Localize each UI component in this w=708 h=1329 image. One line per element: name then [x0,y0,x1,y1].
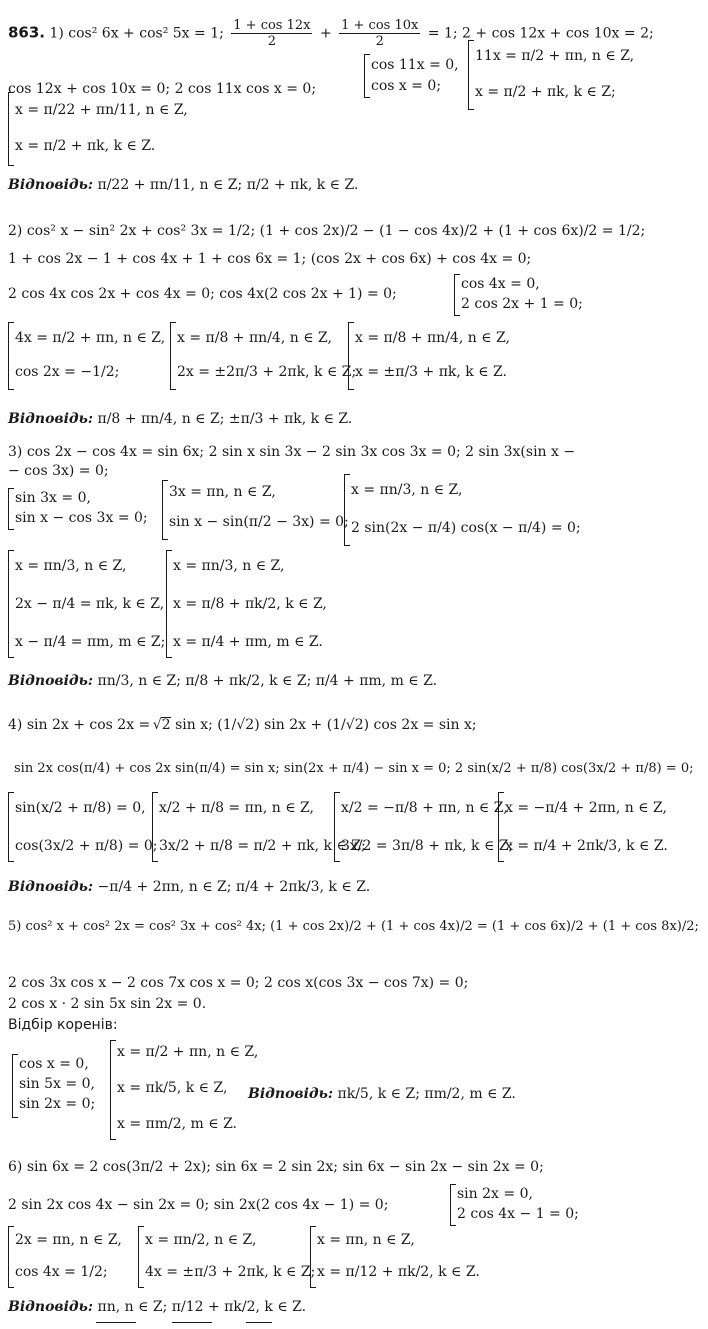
p2-system-a: cos 4x = 0, 2 cos 2x + 1 = 0; [454,274,585,316]
p4-system-a: sin(x/2 + π/8) = 0, cos(3x/2 + π/8) = 0; [8,792,139,862]
p1-fraction-10x: $\frac{1 + \cos 10x}{2}$ [341,18,419,49]
page-bottom-rule [96,1322,136,1323]
p3-system-c: x = πn/3, n ∈ Z, 2 sin(2x − π/4) cos(x − π/4) = 0; [344,474,560,546]
p5-system-a: cos x = 0, sin 5x = 0, sin 2x = 0; [12,1054,108,1118]
sqrt-symbol: √ 2 [155,717,171,733]
p4-system-d: x = −π/4 + 2πn, n ∈ Z, x = π/4 + 2πk/3, k ∈ Z. [498,792,674,862]
p2-answer: Відповідь: π/8 + πn/4, n ∈ Z; ±π/3 + πk, k ∈ Z. [8,411,353,427]
answer-label: Відповідь: [8,673,94,689]
p5-system-b: x = π/2 + πn, n ∈ Z, x = πk/5, k ∈ Z, x = πm/2, m ∈ Z. [110,1040,246,1140]
p2-system-c: x = π/8 + πn/4, n ∈ Z, 2x = ±2π/3 + 2πk, k ∈ Z; [170,322,346,390]
p1-equation: 1) cos² 6x + cos² 5x = 1; [49,25,224,42]
p2-system-b: 4x = π/2 + πn, n ∈ Z, cos 2x = −1/2; [8,322,164,390]
answer-label: Відповідь: [8,1299,94,1315]
p5-line2: 2 cos 3x cos x − 2 cos 7x cos x = 0; 2 cos x(cos 3x − cos 7x) = 0; [8,975,469,991]
answer-label: Відповідь: [8,411,94,427]
p4-system-b: x/2 + π/8 = πn, n ∈ Z, 3x/2 + π/8 = π/2 + πk, k ∈ Z; [152,792,323,862]
p1-system-a: cos 11x = 0, cos x = 0; [364,54,460,98]
p1-answer: Відповідь: π/22 + πn/11, n ∈ Z; π/2 + πk, k ∈ Z. [8,177,359,193]
p3-system-a: sin 3x = 0, sin x − cos 3x = 0; [8,488,159,530]
p6-line2: 2 sin 2x cos 4x − sin 2x = 0; sin 2x(2 cos 4x − 1) = 0; [8,1197,389,1213]
p5-line3: 2 cos x · 2 sin 5x sin 2x = 0. [8,996,207,1012]
p1-system-b: 11x = π/2 + πn, n ∈ Z, x = π/2 + πk, k ∈ Z; [468,40,649,110]
roots-selection-heading: Відбір коренів: [8,1017,118,1033]
answer-label: Відповідь: [8,177,94,193]
p4-answer: Відповідь: −π/4 + 2πn, n ∈ Z; π/4 + 2πk/3, k ∈ Z. [8,879,371,895]
p6-system-b: 2x = πn, n ∈ Z, cos 4x = 1/2; [8,1226,131,1288]
p3-answer: Відповідь: πn/3, n ∈ Z; π/8 + πk/2, k ∈ Z; π/4 + πm, m ∈ Z. [8,673,438,689]
p6-system-d: x = πn, n ∈ Z, x = π/12 + πk/2, k ∈ Z. [310,1226,471,1288]
p2-line3: 2 cos 4x cos 2x + cos 4x = 0; cos 4x(2 cos 2x + 1) = 0; [8,286,397,302]
p3-system-b: 3x = πn, n ∈ Z, sin x − sin(π/2 − 3x) = 0; [162,480,338,540]
p4-line1: 4) sin 2x + cos 2x = √ 2 sin x; (1/√2) sin 2x + (1/√2) cos 2x = sin x; [8,716,477,734]
problem-number: 863. [8,23,46,42]
p4-system-c: x/2 = −π/8 + πn, n ∈ Z, 3x/2 = 3π/8 + πk, k ∈ Z; [334,792,495,862]
p1-system-c: x = π/22 + πn/11, n ∈ Z, x = π/2 + πk, k ∈ Z. [8,92,189,166]
p5-answer: Відповідь: πk/5, k ∈ Z; πm/2, m ∈ Z. [248,1086,516,1102]
p3-system-e: x = πn/3, n ∈ Z, x = π/8 + πk/2, k ∈ Z, x = π/4 + πm, m ∈ Z. [166,550,322,658]
p1-fraction-12x: $\frac{1 + \cos 12x}{2}$ [233,18,311,49]
p5-line1: 5) cos² x + cos² 2x = cos² 3x + cos² 4x; (1 + cos 2x)/2 + (1 + cos 4x)/2 = (1 + cos 6x)/2 + (1 + cos 8x)/2; [8,919,699,934]
p6-system-a: sin 2x = 0, 2 cos 4x − 1 = 0; [450,1184,581,1226]
page-bottom-rule [172,1322,212,1323]
p6-system-c: x = πn/2, n ∈ Z, 4x = ±π/3 + 2πk, k ∈ Z; [138,1226,304,1288]
page-bottom-rule [246,1322,272,1323]
p2-system-d: x = π/8 + πn/4, n ∈ Z, x = ±π/3 + πk, k ∈ Z. [348,322,509,390]
p1-line1: 863. 1) cos² 6x + cos² 5x = 1; $\frac{1 + \cos 12x}{2}$ + $\frac{1 + \cos 10x}{2}$ = 1; 2 + cos 12x + cos 10x = 2; [8,18,654,49]
p6-answer: Відповідь: πn, n ∈ Z; π/12 + πk/2, k ∈ Z. [8,1299,307,1315]
p3-system-d: x = πn/3, n ∈ Z, 2x − π/4 = πk, k ∈ Z, x − π/4 = πm, m ∈ Z; [8,550,164,658]
p1-equation-tail: = 1; 2 + cos 12x + cos 10x = 2; [427,25,654,42]
p2-line1: 2) cos² x − sin² 2x + cos² 3x = 1/2; (1 + cos 2x)/2 − (1 − cos 4x)/2 + (1 + cos 6x)/2 = 1/2; [8,223,646,239]
p4-line2: sin 2x cos(π/4) + cos 2x sin(π/4) = sin x; sin(2x + π/4) − sin x = 0; 2 sin(x/2 + π/8) cos(3x/2 + π/8) = 0; [14,761,694,776]
p6-line1: 6) sin 6x = 2 cos(3π/2 + 2x); sin 6x = 2 sin 2x; sin 6x − sin 2x − sin 2x = 0; [8,1159,544,1175]
answer-label: Відповідь: [248,1086,334,1102]
p3-line1: 3) cos 2x − cos 4x = sin 6x; 2 sin x sin 3x − 2 sin 3x cos 3x = 0; 2 sin 3x(sin x − [8,444,576,460]
p1-line2: cos 12x + cos 10x = 0; 2 cos 11x cos x = 0; [8,81,317,97]
answer-label: Відповідь: [8,879,94,895]
p3-line2: − cos 3x) = 0; [8,463,109,479]
p2-line2: 1 + cos 2x − 1 + cos 4x + 1 + cos 6x = 1; (cos 2x + cos 6x) + cos 4x = 0; [8,251,532,267]
